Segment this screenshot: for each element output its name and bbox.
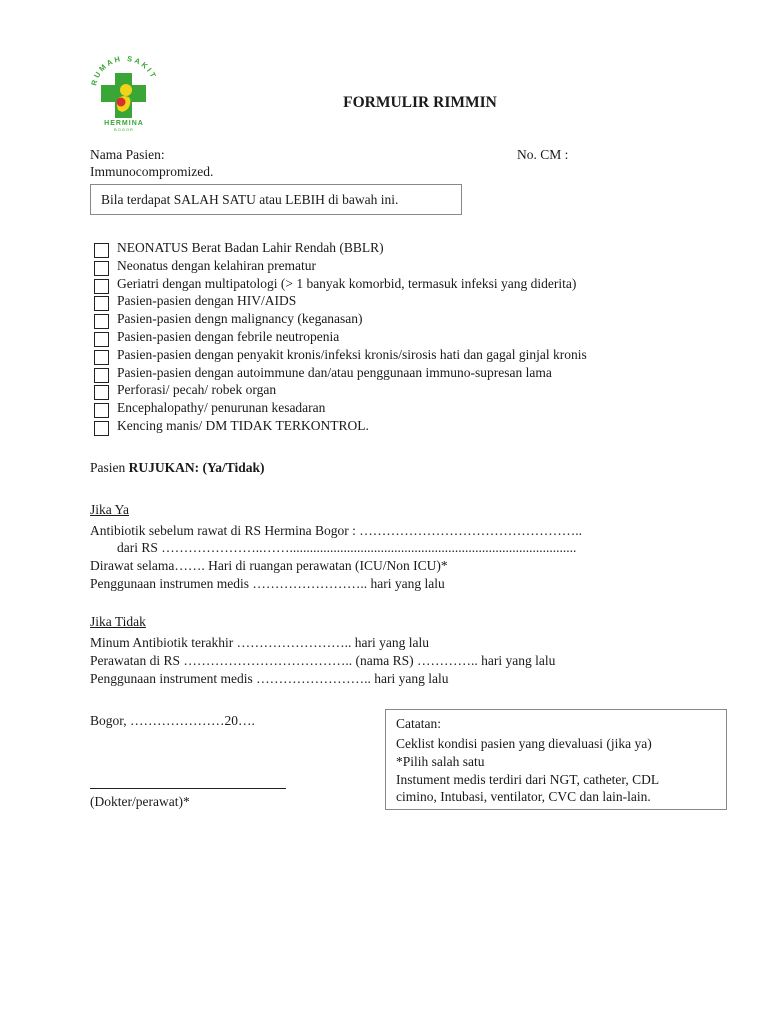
instrumen-medis-line: Penggunaan instrumen medis …………………….. hari yang lalu [90,576,445,591]
minum-antibiotik-line: Minum Antibiotik terakhir …………………….. hari yang lalu [90,635,429,650]
logo-arc-text: RUMAH SAKIT [89,53,159,87]
checkbox[interactable] [94,296,109,311]
instrument-medis-line: Penggunaan instrument medis …………………….. hari yang lalu [90,671,449,686]
checklist-label: Pasien-pasien dengn malignancy (keganasan) [117,311,363,327]
form-title: FORMULIR RIMMIN [343,94,497,111]
dirawat-selama-line: Dirawat selama……. Hari di ruangan perawatan (ICU/Non ICU)* [90,558,448,573]
signature-line [90,788,286,789]
notes-line: cimino, Intubasi, ventilator, CVC dan lain-lain. [396,789,651,804]
notes-line: Instument medis terdiri dari NGT, catheter, CDL [396,772,660,787]
checklist-label: Neonatus dengan kelahiran prematur [117,257,317,273]
logo-city: BOGOR [114,127,134,132]
checklist-label: Pasien-pasien dengan autoimmune dan/atau penggunaan immuno-supresan lama [117,364,552,380]
checklist-label: Kencing manis/ DM TIDAK TERKONTROL. [117,417,369,433]
intro-box [90,184,462,215]
checkbox[interactable] [94,385,109,400]
notes-box [385,709,727,810]
perawatan-rs-line: Perawatan di RS ……………………………….. (nama RS) ………….. hari yang lalu [90,653,556,668]
notes-heading: Catatan: [396,716,441,731]
checklist-label: Perforasi/ pecah/ robek organ [117,382,277,398]
signer-label: (Dokter/perawat)* [90,794,190,809]
jika-tidak-heading: Jika Tidak [90,614,146,629]
notes-line: *Pilih salah satu [396,754,485,769]
intro-text: Bila terdapat SALAH SATU atau LEBIH di bawah ini. [101,192,399,207]
rujukan-prefix: Pasien [90,460,129,475]
dari-rs-line: dari RS …………………..……..................................................................................... [117,540,577,555]
cm-number-label: No. CM : [517,147,569,162]
checkbox[interactable] [94,279,109,294]
checklist-label: Encephalopathy/ penurunan kesadaran [117,400,326,416]
checkbox[interactable] [94,368,109,383]
checkbox[interactable] [94,243,109,258]
place-date-line: Bogor, …………………20…. [90,713,255,728]
checkbox[interactable] [94,350,109,365]
rujukan-label: RUJUKAN: (Ya/Tidak) [128,460,265,475]
hermina-logo [88,52,162,132]
checkbox[interactable] [94,261,109,276]
checklist-label: Geriatri dengan multipatologi (> 1 banyak komorbid, termasuk infeksi yang diderita) [117,275,577,291]
hospital-cross-icon [88,52,162,132]
checkbox[interactable] [94,421,109,436]
checklist-label: Pasien-pasien dengan febrile neutropenia [117,328,340,344]
antibiotik-sebelum-line: Antibiotik sebelum rawat di RS Hermina Bogor : ………………………………………….. [90,523,582,538]
checkbox[interactable] [94,403,109,418]
checklist-label: NEONATUS Berat Badan Lahir Rendah (BBLR) [117,240,384,255]
rujukan-line [90,460,265,476]
jika-ya-heading: Jika Ya [90,502,130,517]
immunocompromized-label: Immunocompromized. [90,164,214,179]
checkbox[interactable] [94,332,109,347]
checkbox[interactable] [94,314,109,329]
notes-line: Ceklist kondisi pasien yang dievaluasi (jika ya) [396,736,652,751]
checklist-label: Pasien-pasien dengan HIV/AIDS [117,293,297,309]
checklist-label: Pasien-pasien dengan penyakit kronis/infeksi kronis/sirosis hati dan gagal ginjal kronis [117,346,587,362]
logo-name: HERMINA [104,120,144,127]
patient-name-label: Nama Pasien: [90,147,165,162]
